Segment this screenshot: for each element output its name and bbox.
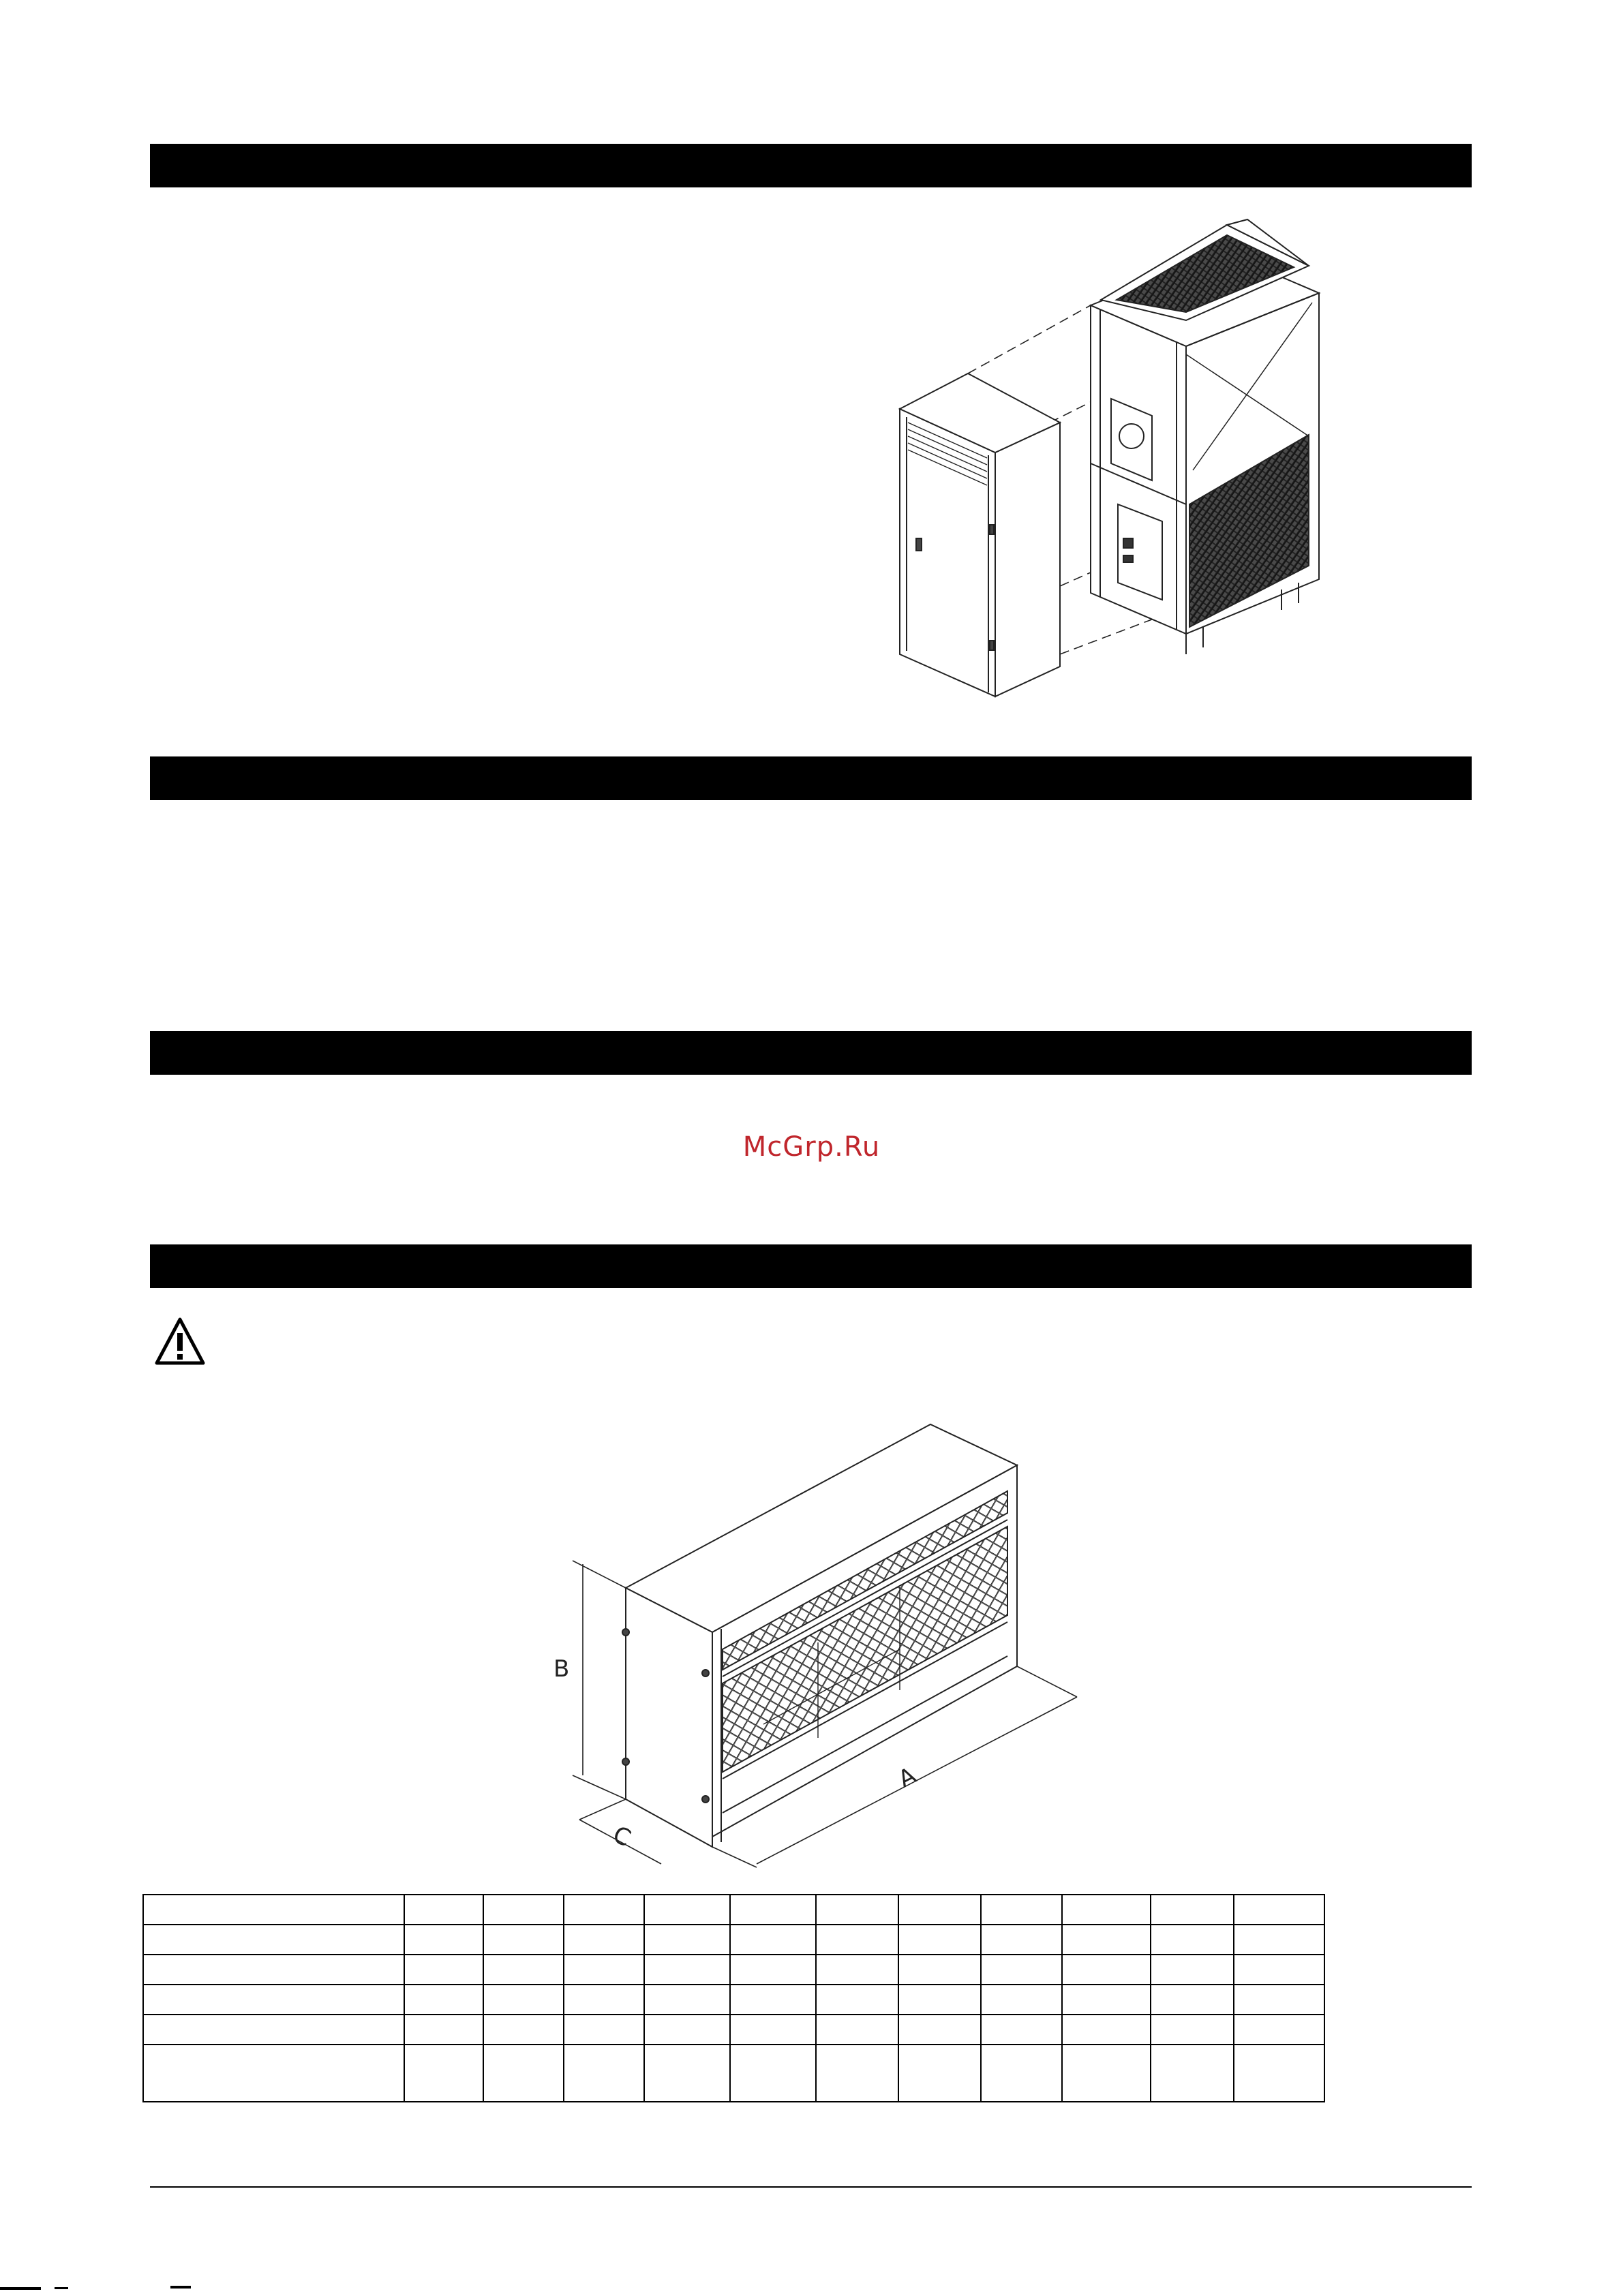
table-cell <box>1151 2015 1234 2045</box>
table-cell <box>816 1925 898 1955</box>
table-cell <box>564 1895 644 1925</box>
section-header-bar-4 <box>150 1244 1472 1288</box>
table-row <box>143 1895 1325 1925</box>
table-cell <box>981 1955 1062 1985</box>
table-cell <box>981 2015 1062 2045</box>
watermark-text: McGrp.Ru <box>742 1131 881 1163</box>
table-cell <box>898 1955 981 1985</box>
table-cell <box>404 1955 483 1985</box>
filter-box-drawing <box>545 1411 1104 1881</box>
table-cell <box>898 2015 981 2045</box>
main-cabinet <box>1091 219 1319 654</box>
section-header-bar-2 <box>150 756 1472 800</box>
table-cell <box>483 2045 564 2102</box>
table-cell <box>1062 1985 1151 2015</box>
table-cell <box>564 1985 644 2015</box>
table-row <box>143 1955 1325 1985</box>
table-cell <box>816 1955 898 1985</box>
dimension-table <box>142 1894 1326 2102</box>
table-cell <box>483 1955 564 1985</box>
table-cell <box>483 1925 564 1955</box>
table-cell <box>816 1985 898 2015</box>
table-cell <box>143 1985 404 2015</box>
table-cell <box>730 1925 816 1955</box>
table-cell <box>1151 2045 1234 2102</box>
table-cell <box>564 1955 644 1985</box>
table-cell <box>1151 1925 1234 1955</box>
table-cell <box>404 1985 483 2015</box>
table-cell <box>816 2015 898 2045</box>
table-cell <box>404 1925 483 1955</box>
table-cell <box>564 2045 644 2102</box>
table-cell <box>730 1955 816 1985</box>
access-cabinet <box>900 373 1060 697</box>
table-cell <box>1234 1925 1324 1955</box>
table-cell <box>816 1895 898 1925</box>
table-cell <box>898 1985 981 2015</box>
table-cell <box>816 2045 898 2102</box>
footer-rule <box>150 2186 1472 2188</box>
table-cell <box>730 1985 816 2015</box>
table-cell <box>1062 2015 1151 2045</box>
table-cell <box>981 2045 1062 2102</box>
table-cell <box>1234 1895 1324 1925</box>
table-cell <box>404 2015 483 2045</box>
warning-triangle-icon <box>154 1315 206 1367</box>
table-cell <box>644 1955 730 1985</box>
table-cell <box>898 1895 981 1925</box>
table-cell <box>1234 2015 1324 2045</box>
table-row <box>143 2015 1325 2045</box>
table-cell <box>1151 1985 1234 2015</box>
table-cell <box>1062 1925 1151 1955</box>
dimension-label-c: C <box>608 1820 635 1853</box>
table-cell <box>644 1925 730 1955</box>
table-cell <box>898 1925 981 1955</box>
table-cell <box>564 1925 644 1955</box>
table-cell <box>483 2015 564 2045</box>
table-cell <box>483 1985 564 2015</box>
table-cell <box>143 2045 404 2102</box>
table-cell <box>143 1895 404 1925</box>
table-cell <box>730 1895 816 1925</box>
dimension-label-b: B <box>553 1655 570 1683</box>
section-header-bar-1 <box>150 144 1472 187</box>
table-row <box>143 2045 1325 2102</box>
dimension-label-a: A <box>894 1762 921 1794</box>
table-cell <box>1062 1955 1151 1985</box>
unit-assembly-drawing <box>886 211 1343 709</box>
table-cell <box>404 2045 483 2102</box>
table-cell <box>1062 2045 1151 2102</box>
table-cell <box>644 1985 730 2015</box>
table-cell <box>564 2015 644 2045</box>
table-cell <box>143 2015 404 2045</box>
table-cell <box>644 2015 730 2045</box>
table-cell <box>981 1895 1062 1925</box>
table-cell <box>143 1955 404 1985</box>
table-cell <box>981 1985 1062 2015</box>
table-row <box>143 1925 1325 1955</box>
page-edge-marks <box>0 2280 204 2296</box>
table-cell <box>730 2015 816 2045</box>
table-cell <box>143 1925 404 1955</box>
table-cell <box>1234 1955 1324 1985</box>
table-cell <box>404 1895 483 1925</box>
table-cell <box>898 2045 981 2102</box>
table-cell <box>644 2045 730 2102</box>
table-cell <box>1234 2045 1324 2102</box>
table-cell <box>1151 1955 1234 1985</box>
table-cell <box>644 1895 730 1925</box>
section-header-bar-3 <box>150 1031 1472 1075</box>
table-row <box>143 1985 1325 2015</box>
table-cell <box>981 1925 1062 1955</box>
table-cell <box>483 1895 564 1925</box>
table-cell <box>1151 1895 1234 1925</box>
table-cell <box>730 2045 816 2102</box>
table-cell <box>1234 1985 1324 2015</box>
table-cell <box>1062 1895 1151 1925</box>
